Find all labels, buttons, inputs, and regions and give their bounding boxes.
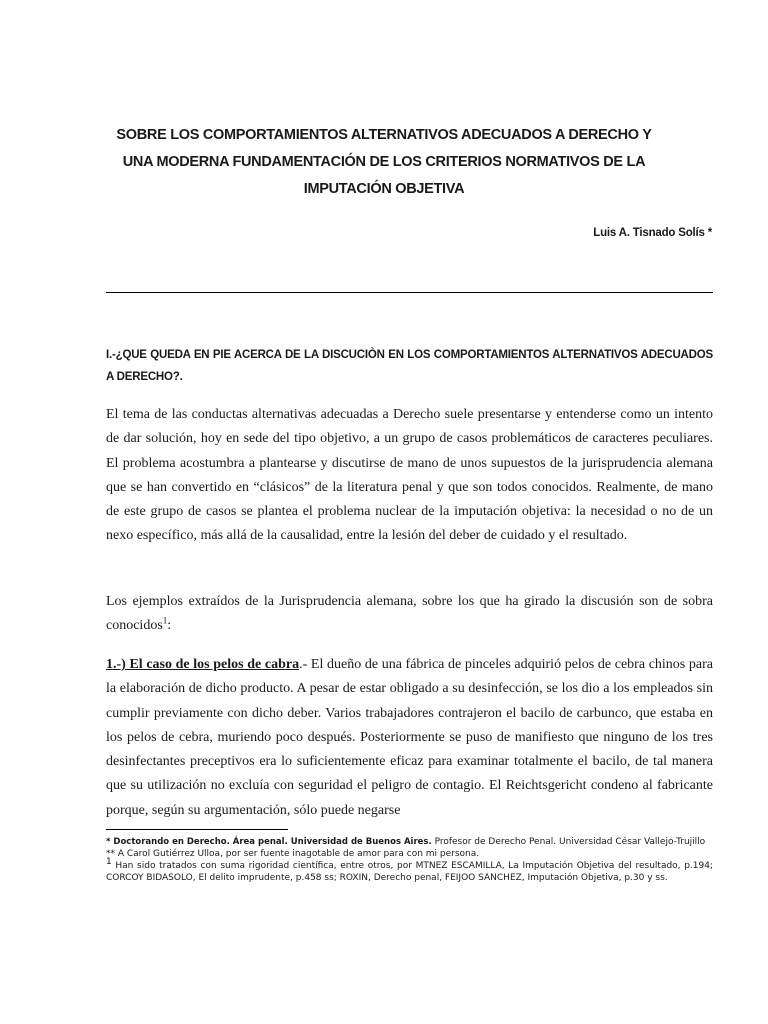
paragraph-examples-end: :	[167, 618, 172, 634]
paragraph-examples	[106, 590, 713, 639]
footnotes	[106, 836, 713, 884]
case-1-text: .- El dueño de una fábrica de pinceles adquirió pelos de cebra chinos para la elaboración de dicho producto. A pesar de estar obligado a su desinfección, se los dio a los empleados sin cumplir previamente con dicho deber. Varios trabajadores contrajeron el bacilo de carbunco, que estaba en los pelos de cebra, muriendo poco después. Posteriormente se puso de manifiesto que ninguno de los tres desinfectantes preceptivos era lo suficientemente eficaz para examinar totalmente el bacilo, de tal manera que su utilización no excluía con seguridad el peligro de contagio. El Reichtsgericht condeno al fabricante porque, según su argumentación, sólo puede negarse	[106, 657, 713, 818]
paragraph-examples-text: Los ejemplos extraídos de la Jurisprudencia alemana, sobre los que ha girado la discusión son de sobra conocidos	[106, 594, 713, 634]
footnote-author	[106, 836, 713, 848]
footnote-author-position: Profesor de Derecho Penal. Universidad César Vallejo-Trujillo	[431, 837, 706, 847]
footnote-1-text: Han sido tratados con suma rigoridad científica, entre otros, por MTNEZ ESCAMILLA, La Imputación Objetiva del resultado, p.194; CORCOY BIDASOLO, El delito imprudente, p.458 ss; ROXIN, Derecho penal, FEIJOO SANCHEZ, Imputación Objetiva, p.30 y ss.	[106, 861, 713, 883]
author-name: Luis A. Tisnado Solís *	[593, 227, 712, 239]
case-1-title: 1.-) El caso de los pelos de cabra	[106, 657, 300, 672]
footnote-divider	[106, 829, 288, 830]
paragraph-intro: El tema de las conductas alternativas adecuadas a Derecho suele presentarse y entenderse como un intento de dar solución, hoy en sede del tipo objetivo, a un grupo de casos problemáticos de caracteres peculiares. El problema acostumbra a plantearse y discutirse de mano de unos supuestos de la jurisprudencia alemana que se han convertido en “clásicos” de la literatura penal y que son todos conocidos. Realmente, de mano de este grupo de casos se plantea el problema nuclear de la imputación objetiva: la necesidad o no de un nexo específico, más allá de la causalidad, entre la lesión del deber de cuidado y el resultado.	[106, 407, 713, 544]
footnote-ref-1: 1	[162, 615, 168, 626]
section-heading: I.-¿QUE QUEDA EN PIE ACERCA DE LA DISCUCIÒN EN LOS COMPORTAMIENTOS ALTERNATIVOS ADECUADOS A DERECHO?.	[106, 349, 713, 383]
footnote-dedication: ** A Carol Gutiérrez Ulloa, por ser fuente inagotable de amor para con mi persona.	[106, 849, 480, 859]
header-divider	[106, 292, 713, 293]
document-title: SOBRE LOS COMPORTAMIENTOS ALTERNATIVOS ADECUADOS A DERECHO Y UNA MODERNA FUNDAMENTACIÓN DE LOS CRITERIOS NORMATIVOS DE LA IMPUTACIÓN OBJETIVA	[116, 127, 652, 197]
footnote-author-affiliation: * Doctorando en Derecho. Área penal. Universidad de Buenos Aires.	[106, 837, 432, 847]
footnote-1	[106, 857, 713, 884]
paragraph-case-1	[106, 653, 713, 823]
footnote-1-mark: 1	[106, 857, 112, 867]
